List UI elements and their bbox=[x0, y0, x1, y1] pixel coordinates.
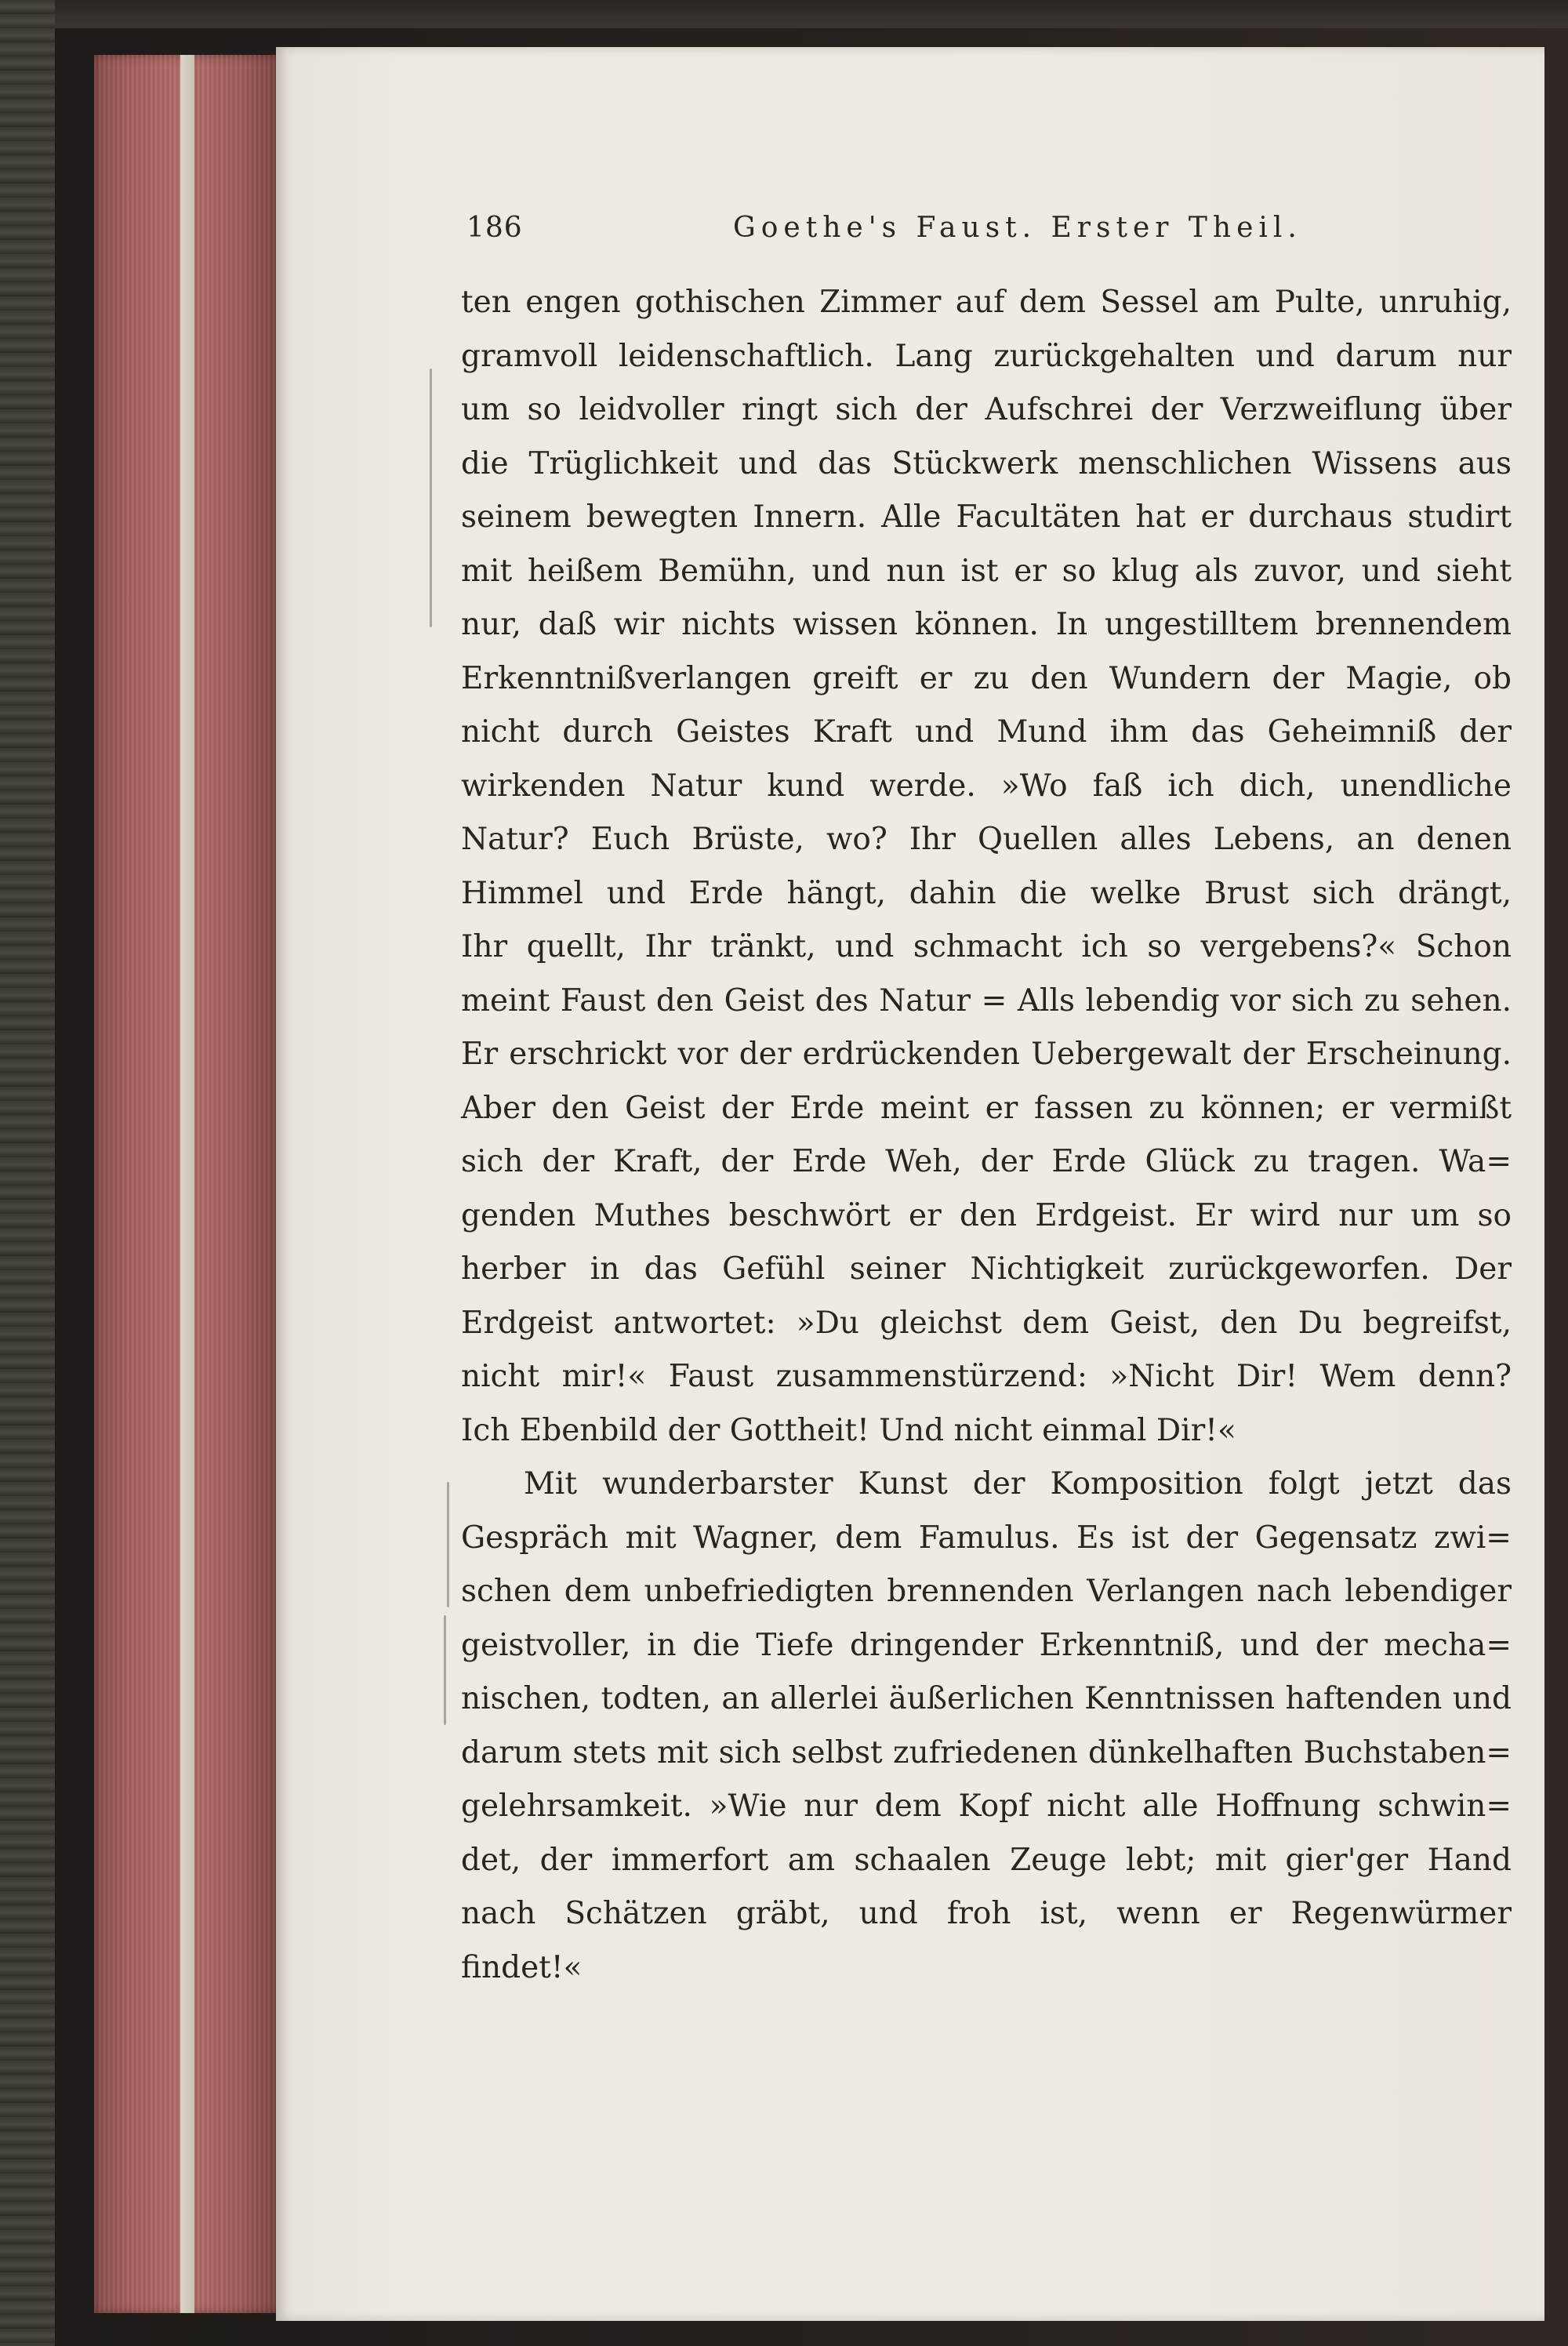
text-line: gelehrsamkeit. »Wie nur dem Kopf nicht alle Hoffnung schwin= bbox=[461, 1789, 1512, 1824]
body-text bbox=[461, 276, 1512, 1995]
page-number: 186 bbox=[466, 212, 523, 244]
text-line: Ich Ebenbild der Gottheit! Und nicht einmal Dir!« bbox=[461, 1412, 1236, 1448]
text-line: die Trüglichkeit und das Stückwerk menschlichen Wissens aus bbox=[461, 445, 1512, 481]
text-line: nischen, todten, an allerlei äußerlichen Kenntnissen haftenden und bbox=[461, 1681, 1512, 1716]
text-line: wirkenden Natur kund werde. »Wo faß ich dich, unendliche bbox=[461, 768, 1512, 804]
text-line: Mit wunderbarster Kunst der Komposition folgt jetzt das bbox=[524, 1466, 1512, 1502]
text-line: genden Muthes beschwört er den Erdgeist. Er wird nur um so bbox=[461, 1197, 1512, 1233]
text-line: meint Faust den Geist des Natur = Alls lebendig vor sich zu sehen. bbox=[461, 982, 1512, 1019]
text-line: um so leidvoller ringt sich der Aufschrei der Verzweiflung über bbox=[461, 392, 1512, 427]
text-line: det, der immerfort am schaalen Zeuge lebt; mit gier'ger Hand bbox=[461, 1842, 1512, 1878]
text-line: Erdgeist antwortet: »Du gleichst dem Geist, den Du begreifst, bbox=[461, 1305, 1512, 1341]
text-line: findet!« bbox=[461, 1949, 583, 1985]
text-line: ten engen gothischen Zimmer auf dem Sessel am Pulte, unruhig, bbox=[461, 285, 1512, 320]
text-line: schen dem unbefriedigten brennenden Verlangen nach lebendiger bbox=[461, 1574, 1512, 1609]
margin-pencil-mark bbox=[430, 369, 432, 627]
text-line: nach Schätzen gräbt, und froh ist, wenn er Regenwürmer bbox=[461, 1896, 1512, 1931]
text-line: Natur? Euch Brüste, wo? Ihr Quellen alles Lebens, an denen bbox=[461, 822, 1512, 857]
text-line: Erkenntnißverlangen greift er zu den Wundern der Magie, ob bbox=[461, 660, 1512, 696]
text-line: darum stets mit sich selbst zufriedenen dünkelhaften Buchstaben= bbox=[461, 1734, 1512, 1770]
text-line: nicht mir!« Faust zusammenstürzend: »Nicht Dir! Wem denn? bbox=[461, 1359, 1512, 1394]
margin-pencil-mark bbox=[444, 1615, 446, 1725]
text-line: mit heißem Bemühn, und nun ist er so klug als zuvor, und sieht bbox=[461, 553, 1512, 589]
text-line: geistvoller, in die Tiefe dringender Erkenntniß, und der mecha= bbox=[461, 1627, 1512, 1663]
text-line: Ihr quellt, Ihr tränkt, und schmacht ich so vergebens?« Schon bbox=[461, 929, 1512, 964]
stacked-page-edges bbox=[94, 55, 278, 2313]
book-top-edge bbox=[0, 0, 1568, 28]
text-line: herber in das Gefühl seiner Nichtigkeit zurückgeworfen. Der bbox=[461, 1251, 1512, 1287]
text-line: Himmel und Erde hängt, dahin die welke Brust sich drängt, bbox=[461, 875, 1512, 911]
text-line: seinem bewegten Innern. Alle Facultäten hat er durchaus studirt bbox=[461, 499, 1512, 535]
text-line: Aber den Geist der Erde meint er fassen zu können; er vermißt bbox=[461, 1090, 1512, 1126]
text-line: nicht durch Geistes Kraft und Mund ihm das Geheimniß der bbox=[461, 714, 1512, 750]
text-line: Gespräch mit Wagner, dem Famulus. Es ist der Gegensatz zwi= bbox=[461, 1520, 1512, 1556]
paragraph-2 bbox=[461, 1458, 1512, 1995]
margin-pencil-mark bbox=[447, 1482, 449, 1607]
text-line: sich der Kraft, der Erde Weh, der Erde Glück zu tragen. Wa= bbox=[461, 1144, 1512, 1179]
text-line: nur, daß wir nichts wissen können. In ungestilltem brennendem bbox=[461, 607, 1512, 642]
running-head: Goethe's Faust. Erster Theil. bbox=[733, 212, 1302, 244]
book-page bbox=[276, 47, 1544, 2321]
text-line: gramvoll leidenschaftlich. Lang zurückgehalten und darum nur bbox=[461, 338, 1512, 374]
page-header bbox=[466, 212, 1501, 267]
text-line: Er erschrickt vor der erdrückenden Uebergewalt der Erscheinung. bbox=[461, 1037, 1512, 1072]
paragraph-1 bbox=[461, 276, 1512, 1458]
book-cover-binding bbox=[0, 0, 55, 2346]
